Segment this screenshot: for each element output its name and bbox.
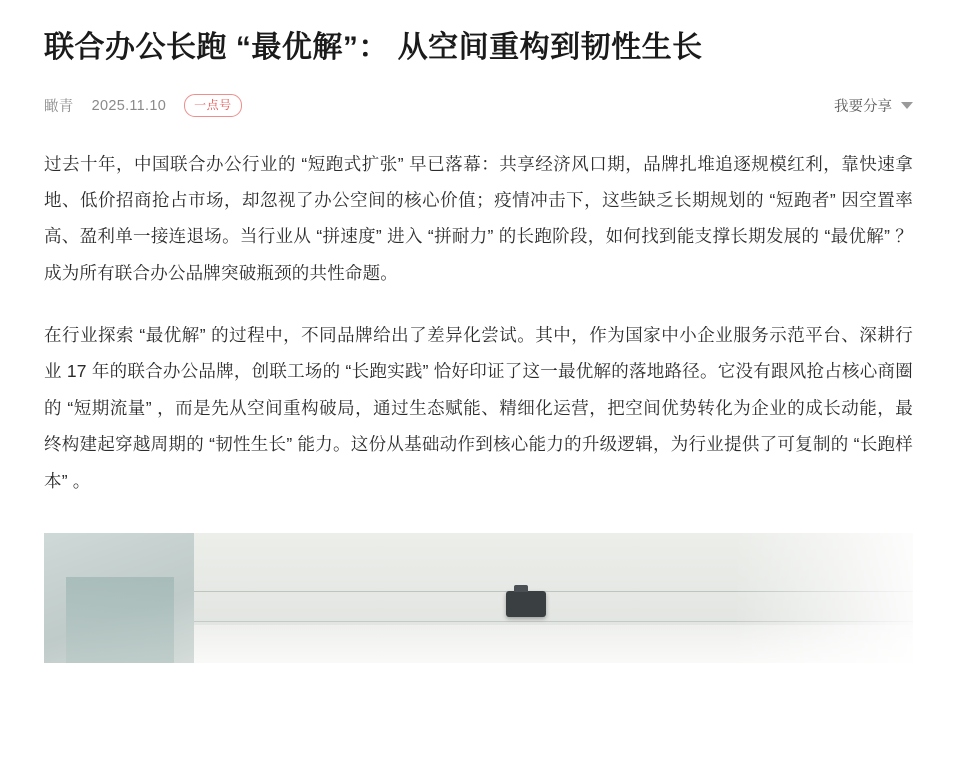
article-meta-left <box>44 94 242 117</box>
image-lower-highlight <box>194 623 913 663</box>
article-paragraph: 在行业探索 “最优解” 的过程中，不同品牌给出了差异化尝试。其中，作为国家中小企业服务示范平台、深耕行业 17 年的联合办公品牌，创联工场的 “长跑实践” 恰好印证了这一最优解的落地路径。它没有跟风抢占核心商圈的 “短期流量” ，而是先从空间重构破局，通过生态赋能、精细化运营，把空间优势转化为企业的成长动能，最终构建起穿越周期的 “韧性生长” 能力。这份从基础动作到核心能力的升级逻辑，为行业提供了可复制的 “长跑样本” 。 <box>44 325 913 491</box>
author-name[interactable]: 瞰青 <box>44 99 74 115</box>
page-title: 联合办公长跑 “最优解”： 从空间重构到韧性生长 <box>44 31 703 64</box>
meta-body-spacer <box>44 118 913 146</box>
article-image <box>44 533 913 663</box>
share-label: 我要分享 <box>834 99 892 115</box>
publish-date: 2025.11.10 <box>91 97 167 114</box>
status-badge[interactable]: 一点号 <box>184 94 242 117</box>
article-meta-row <box>44 94 913 118</box>
chevron-down-icon[interactable] <box>901 102 913 109</box>
article-paragraph: 过去十年，中国联合办公行业的 “短跑式扩张” 早已落幕：共享经济风口期，品牌扎堆追逐规模红利，靠快速拿地、低价招商抢占市场，却忽视了办公空间的核心价值；疫情冲击下，这些缺乏长期规划的 “短跑者” 因空置率高、盈利单一接连退场。当行业从 “拼速度” 进入 “拼耐力” 的长跑阶段，如何找到能支撑长期发展的 “最优解” ？成为所有联合办公品牌突破瓶颈的共性命题。 <box>44 153 913 283</box>
share-control[interactable] <box>834 95 913 116</box>
image-left-wall <box>44 533 194 663</box>
projector-icon <box>506 591 546 617</box>
